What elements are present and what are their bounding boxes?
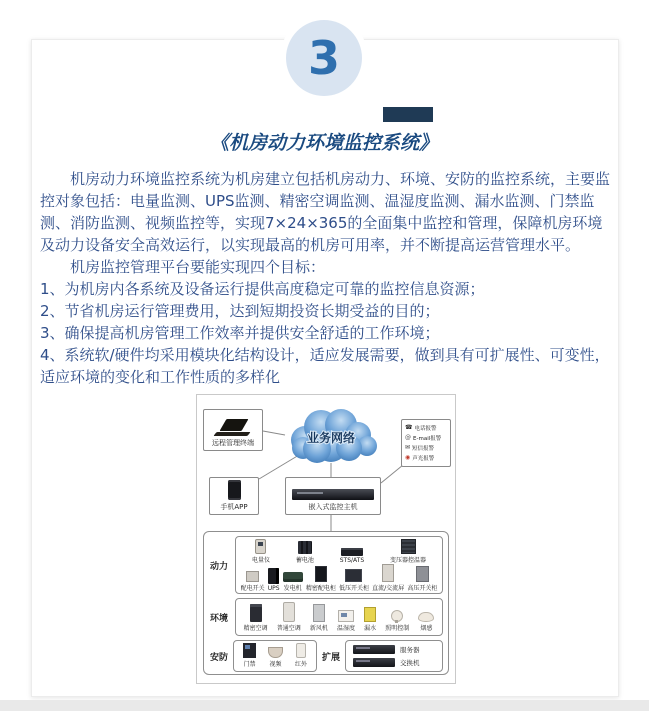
phone-alarm-icon: ☎ <box>405 424 413 431</box>
power-group <box>209 536 443 594</box>
fresh-air-unit-icon <box>313 604 325 622</box>
accent-bar <box>383 107 433 122</box>
device-power-meter: 电量仪 <box>252 539 270 564</box>
goal-item-1: 1、为机房内各系统及设备运行提供高度稳定可靠的监控信息资源； <box>40 280 485 298</box>
device-access-control: 门禁 <box>243 643 256 668</box>
camera-dome-icon <box>268 647 283 658</box>
device-precision-ac: 精密空调 <box>244 604 268 632</box>
precision-pdu-icon <box>315 566 327 582</box>
security-extension-row <box>209 640 443 672</box>
goal-item-2: 2、节省机房运行管理费用，达到短期投资长期受益的目的； <box>40 302 440 320</box>
mobile-app-label: 手机APP <box>220 503 248 511</box>
device-fresh-air-unit: 新风机 <box>310 604 328 632</box>
device-distribution-switch: 配电开关 <box>241 571 265 592</box>
precision-ac-icon <box>250 604 262 622</box>
goal-item-3: 3、确保提高机房管理工作效率并提供安全舒适的工作环境； <box>40 324 440 342</box>
distribution-switch-icon <box>246 571 259 582</box>
device-switch: 交换机 <box>349 658 439 667</box>
section-number: 3 <box>307 31 340 85</box>
extension-group-label: 扩展 <box>321 652 340 663</box>
smartphone-icon <box>228 480 241 500</box>
device-ups: UPS <box>268 568 280 592</box>
host-label: 嵌入式监控主机 <box>308 503 358 511</box>
cloud-icon <box>283 400 379 466</box>
device-video: 视频 <box>268 647 283 668</box>
alarm-methods-box <box>401 419 451 467</box>
device-precision-pdu: 精密配电柜 <box>306 566 336 592</box>
environment-group-label: 环境 <box>209 613 228 624</box>
temp-humidity-icon <box>338 610 354 622</box>
water-leak-icon <box>364 607 376 622</box>
infrared-sensor-icon <box>296 643 306 658</box>
transformer-controller-icon <box>401 539 416 554</box>
device-sts-ats: STS/ATS <box>340 548 364 564</box>
power-meter-icon <box>255 539 266 554</box>
intro-paragraph: 机房动力环境监控系统为机房建立包括机房动力、环境、安防的监控系统，主要监控对象包括：电量监测、UPS监测、精密空调监测、温湿度监测、漏水监测、门禁监测、消防监测、视频监控等，实现7×24×365的全面集中监控和管理，保障机房环境及动力设备安全高效运行，以实现最高的机房可用率，并不断提高运营管理水平。 <box>40 170 611 254</box>
access-control-icon <box>243 643 256 658</box>
device-groups-container <box>203 531 449 675</box>
monitoring-host-node <box>285 477 381 515</box>
section-number-badge <box>286 20 362 96</box>
device-transformer-controller: 变压器控温器 <box>390 539 426 564</box>
device-temp-humidity: 温湿度 <box>337 610 355 632</box>
alarm-phone: ☎ 电话报警 <box>405 424 437 432</box>
power-group-label: 动力 <box>209 561 228 572</box>
server-rack-icon <box>353 645 395 654</box>
lighting-control-icon <box>391 610 403 622</box>
network-switch-icon <box>353 658 395 667</box>
device-hv-switchgear: 高压开关柜 <box>407 566 437 592</box>
security-group-box <box>233 640 317 672</box>
environment-group-box <box>235 598 443 636</box>
device-server: 服务器 <box>349 645 439 654</box>
ups-icon <box>268 568 279 584</box>
device-lighting-control: 照明控制 <box>385 610 409 632</box>
device-normal-ac: 普通空调 <box>277 602 301 632</box>
battery-icon <box>298 541 312 554</box>
goal-item-4: 4、系统软/硬件均采用模块化结构设计，适应发展需要，做到具有可扩展性、可变性，适应环境的变化和工作性质的多样化 <box>40 346 610 386</box>
mobile-app-node <box>209 477 259 515</box>
alarm-email: @ E-mail报警 <box>405 434 442 442</box>
hv-switchgear-icon <box>416 566 429 582</box>
security-group-label: 安防 <box>209 652 228 663</box>
alarm-sound-light: ◉ 声光报警 <box>405 454 435 462</box>
sound-light-alarm-icon: ◉ <box>405 454 411 461</box>
generator-icon <box>283 572 303 582</box>
sts-ats-icon <box>341 548 363 556</box>
remote-terminal-label: 远程管理终端 <box>212 439 254 447</box>
device-generator: 发电机 <box>283 572 303 592</box>
device-smoke-sensor: 烟感 <box>418 612 434 632</box>
extension-group-box <box>345 640 443 672</box>
device-battery: 蓄电池 <box>296 541 314 564</box>
footer-strip <box>0 700 649 711</box>
email-alarm-icon: @ <box>405 434 411 441</box>
lv-switchgear-icon <box>345 569 362 582</box>
laptop-icon <box>215 419 251 436</box>
page-title: 《机房动力环境监控系统》 <box>209 132 438 154</box>
normal-ac-icon <box>283 602 295 622</box>
body-text <box>40 168 612 388</box>
device-dc-ac-panel: 直流/交流屏 <box>372 564 404 592</box>
remote-terminal-node <box>203 409 263 451</box>
smoke-sensor-icon <box>418 612 434 622</box>
device-water-leak: 漏水 <box>364 607 376 632</box>
environment-group <box>209 598 443 636</box>
cloud-label: 业务网络 <box>306 431 356 445</box>
goals-heading: 机房监控管理平台要能实现四个目标： <box>70 258 326 276</box>
network-cloud <box>283 400 379 466</box>
sms-alarm-icon: ✉ <box>405 444 411 451</box>
rack-server-icon <box>292 489 374 500</box>
alarm-sms: ✉ 短信报警 <box>405 444 435 452</box>
device-lv-switchgear: 低压开关柜 <box>339 569 369 592</box>
dc-ac-panel-icon <box>382 564 394 582</box>
system-diagram <box>196 394 456 684</box>
power-group-box <box>235 536 443 594</box>
device-infrared: 红外 <box>295 643 307 668</box>
